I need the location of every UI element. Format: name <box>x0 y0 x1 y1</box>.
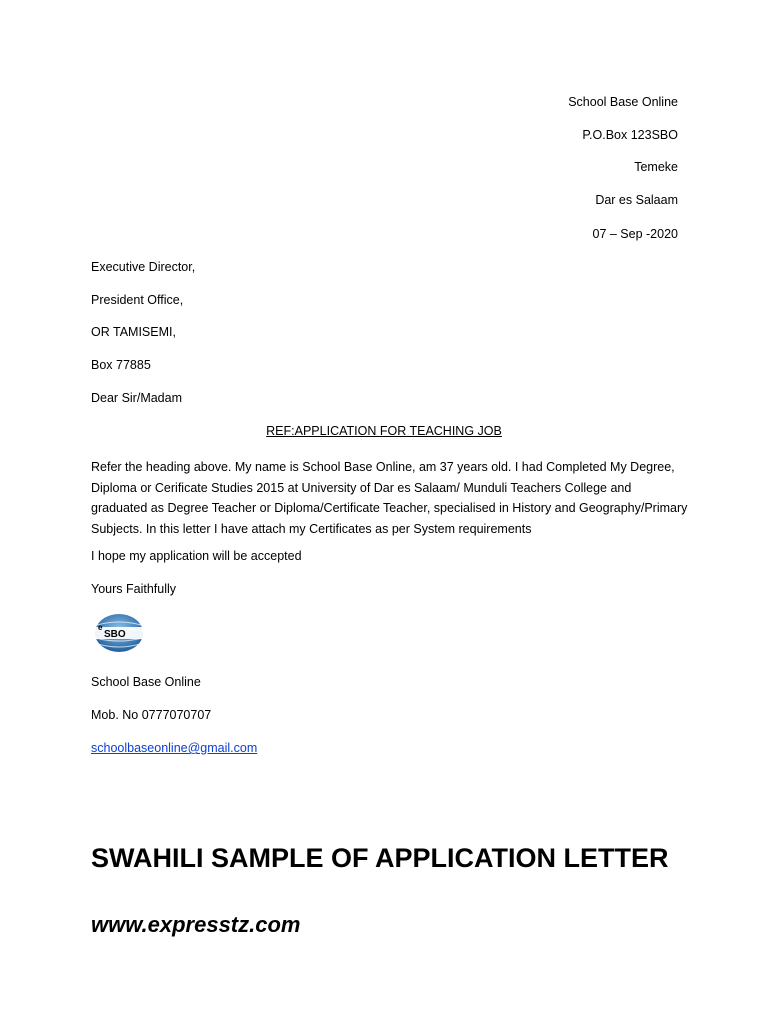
sender-pobox: P.O.Box 123SBO <box>582 128 678 142</box>
footer-heading: SWAHILI SAMPLE OF APPLICATION LETTER <box>91 843 669 873</box>
recipient-line-3: OR TAMISEMI, <box>91 325 176 339</box>
recipient-line-2: President Office, <box>91 293 184 307</box>
logo-prefix: e <box>98 623 103 632</box>
signature-mobile: Mob. No 0777070707 <box>91 708 212 722</box>
reference-text: REF:APPLICATION FOR TEACHING JOB <box>266 424 502 438</box>
sender-name: School Base Online <box>568 95 678 109</box>
esbo-logo-graphic <box>92 611 146 655</box>
body-paragraph: Refer the heading above. My name is School Base Online, am 37 years old. I had Completed My Degree, Diploma or Cerificate Studies 2015 at University of Dar es Salaam/ Munduli Teachers College and graduated as Degree Teacher or Diploma/Certificate Teacher, specialised in History and Geography/Primary Subjects. In this letter I have attach my Certificates as per System requirements <box>91 460 688 536</box>
salutation: Dear Sir/Madam <box>91 391 182 405</box>
sender-city: Dar es Salaam <box>595 193 678 207</box>
website-link[interactable]: www.expresstz.com <box>91 912 301 937</box>
letter-date: 07 – Sep -2020 <box>592 227 678 241</box>
email-link[interactable]: schoolbaseonline@gmail.com <box>91 741 258 755</box>
esbo-logo-icon <box>92 611 146 655</box>
closing: Yours Faithfully <box>91 582 176 596</box>
hope-line: I hope my application will be accepted <box>91 549 302 563</box>
reference-heading <box>0 423 768 439</box>
recipient-line-4: Box 77885 <box>91 358 151 372</box>
sender-area: Temeke <box>634 160 678 174</box>
recipient-line-1: Executive Director, <box>91 260 196 274</box>
logo-text: SBO <box>104 629 126 640</box>
signature-name: School Base Online <box>91 675 201 689</box>
